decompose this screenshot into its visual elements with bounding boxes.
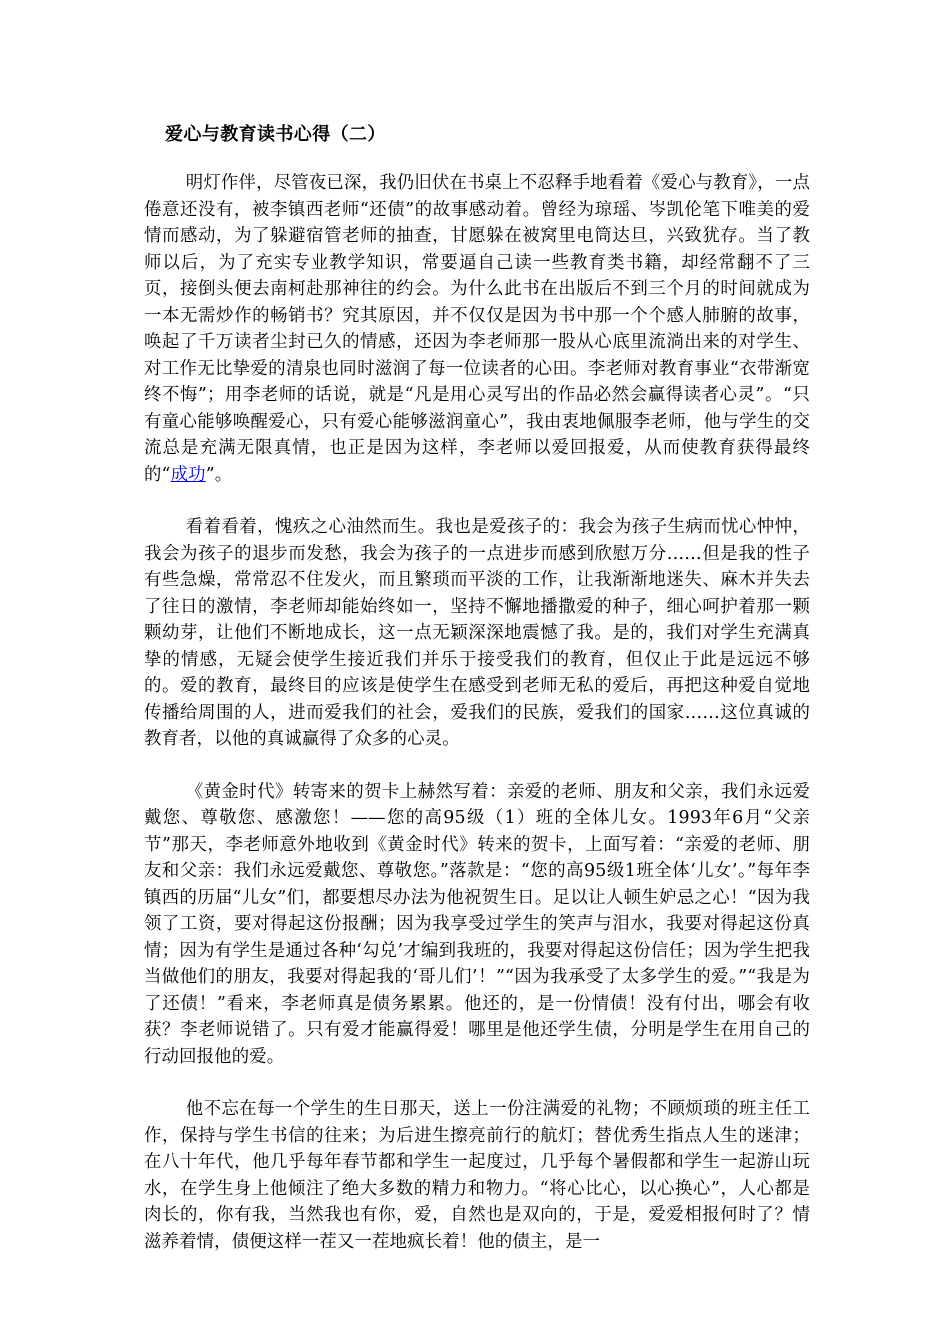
spacer [144, 152, 810, 170]
document-title: 爱心与教育读书心得（二） [165, 124, 386, 145]
paragraph-1 [144, 170, 810, 488]
spacer [144, 1070, 810, 1096]
document-page [144, 118, 810, 1255]
paragraph-text-end: ”。 [205, 464, 233, 485]
spacer [144, 488, 810, 514]
paragraph-2: 看着看着，愧疚之心油然而生。我也是爱孩子的：我会为孩子生病而忧心忡忡，我会为孩子的退步而发愁，我会为孩子的一点进步而感到欣慰万分……但是我的性子有些急燥，常常忍不住发火，而且繁琐而平淡的工作，让我渐渐地迷失、麻木并失去了往日的激情，李老师却能始终如一，坚持不懈地播撒爱的种子，细心呵护着那一颗颗幼芽，让他们不断地成长，这一点无颖深深地震憾了我。是的，我们对学生充满真挚的情感，无疑会使学生接近我们并乐于接受我们的教育，但仅止于此是远远不够的。爱的教育，最终目的应该是使学生在感受到老师无私的爱后，再把这种爱自觉地传播给周围的人，进而爱我们的社会，爱我们的民族，爱我们的国家……这位真诚的教育者，以他的真诚赢得了众多的心灵。 [144, 517, 810, 749]
paragraph-3: 《黄金时代》转寄来的贺卡上赫然写着：亲爱的老师、朋友和父亲，我们永远爱戴您、尊敬您、感激您！——您的高95级（1）班的全体儿女。1993年6月“父亲节”那天，李老师意外地收到《黄金时代》转来的贺卡，上面写着：“亲爱的老师、朋友和父亲：我们永远爱戴您、尊敬您。”落款是：“您的高95级1班全体‘儿女’。”每年李镇西的历届“儿女”们，都要想尽办法为他祝贺生日。足以让人顿生妒忌之心！“因为我领了工资，要对得起这份报酬；因为我享受过学生的笑声与泪水，我要对得起这份真情；因为有学生是通过各种‘勾兑’才编到我班的，我要对得起这份信任；因为学生把我当做他们的朋友，我要对得起我的‘哥儿们’！”“因为我承受了太多学生的爱。”“我是为了还债！”看来，李老师真是债务累累。他还的，是一份情债！没有付出，哪会有收获？李老师说错了。只有爱才能赢得爱！哪里是他还学生债，分明是学生在用自己的行动回报他的爱。 [144, 781, 810, 1067]
spacer [144, 753, 810, 779]
paragraph-text: 明灯作伴，尽管夜已深，我仍旧伏在书桌上不忍释手地看着《爱心与教育》，一点倦意还没有，被李镇西老师“还债”的故事感动着。曾经为琼瑶、岑凯伦笔下唯美的爱情而感动，为了躲避宿管老师的抽查，甘愿躲在被窝里电筒达旦，兴致犹存。当了教师以后，为了充实专业教学知识，常要逼自己读一些教育类书籍，却经常翻不了三页，接倒头便去南柯赴那神往的约会。为什么此书在出版后不到三个月的时间就成为一本无需炒作的畅销书？究其原因，并不仅仅是因为书中那一个个感人肺腑的故事，唤起了千万读者尘封已久的情感，还因为李老师那一股从心底里流淌出来的对学生、对工作无比挚爱的清泉也同时滋润了每一位读者的心田。李老师对教育事业“衣带渐宽终不悔”；用李老师的话说，就是“凡是用心灵写出的作品必然会赢得读者心灵”。“只有童心能够唤醒爱心，只有爱心能够滋润童心”，我由衷地佩服李老师，他与学生的交流总是充满无限真情，也正是因为这样，李老师以爱回报爱，从而使教育获得最终的“ [144, 173, 810, 485]
success-link[interactable]: 成功 [170, 464, 206, 485]
paragraph-4: 他不忘在每一个学生的生日那天，送上一份注满爱的礼物；不顾烦琐的班主任工作，保持与学生书信的往来；为后进生擦亮前行的航灯；替优秀生指点人生的迷津；在八十年代，他几乎每年春节都和学生一起度过，几乎每个暑假都和学生一起游山玩水，在学生身上他倾注了绝大多数的精力和物力。“将心比心，以心换心”，人心都是肉长的，你有我，当然我也有你，爱，自然也是双向的，于是，爱爱相报何时了？情滋养着情，债便这样一茬又一茬地疯长着！他的债主，是一 [144, 1099, 810, 1252]
